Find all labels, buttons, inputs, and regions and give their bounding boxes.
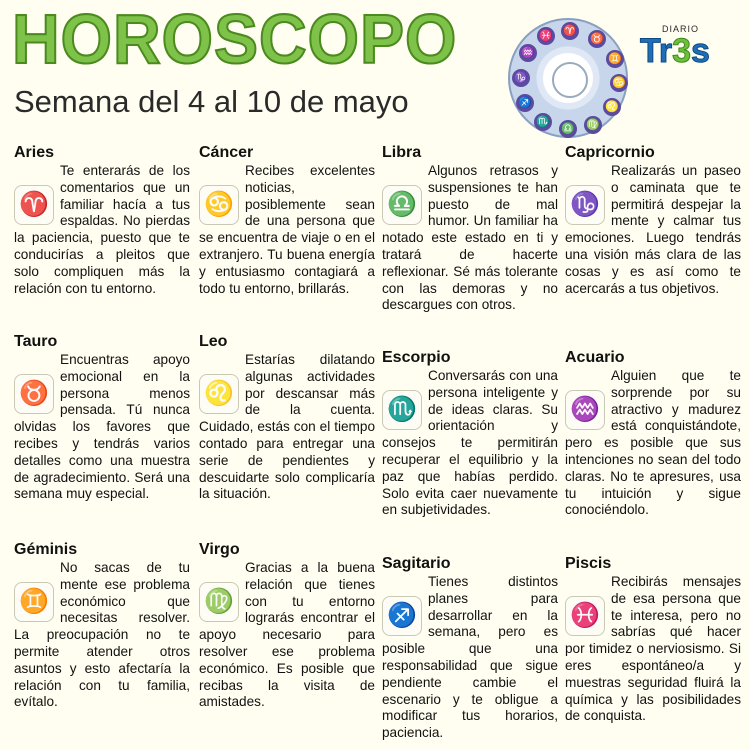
- sign-name: Escorpio: [382, 349, 451, 366]
- sign-tauro: [14, 332, 190, 503]
- sign-text: Recibes excelentes noticias, posiblemente sean de una persona que se encuentra de viaje o en el extranjero. Tu buena energía y entusiasmo contagiará a todo tu entorno, brillarás.: [199, 163, 375, 296]
- sign-text: Encuentras apoyo emocional en la persona menos pensada. Tú nunca olvidas los favores que recibes y tendrás varios detalles como una muestra de agradecimiento. Será una semana muy especial.: [14, 352, 190, 502]
- sign-cancer: [199, 143, 375, 297]
- sign-text: Gracias a la buena relación que tienes con tu entorno lograrás encontrar el apoyo necesario para resolver ese problema económico. Es posible que recibas la visita de amistades.: [199, 560, 375, 710]
- sign-name: Libra: [382, 144, 422, 161]
- goat-icon: ♑: [565, 185, 605, 225]
- sign-text: Estarías dilatando algunas actividades por descansar más de la cuenta. Cuidado, estás con el tiempo contado para entregar una serie de pendientes y descuidarte solo complicaría la situación.: [199, 352, 375, 502]
- scorpion-icon: ♏: [382, 390, 422, 430]
- sign-name: Leo: [199, 333, 228, 350]
- sign-text: No sacas de tu mente ese problema económico que necesitas resolver. La preocupación no te permite atender otros asuntos y esto afectaría la relación con tu familia, evítalo.: [14, 560, 190, 710]
- sign-text: Alguien que te sorprende por su atractivo y madurez está conquistándote, pero es posible que sus intenciones no sean del todo claras. No te apresures, usa tu intuición y sigue conociéndolo.: [565, 368, 741, 518]
- crab-icon: ♋: [199, 185, 239, 225]
- sign-piscis: [565, 554, 741, 725]
- archer-icon: ♐: [382, 596, 422, 636]
- sign-aries: [14, 143, 190, 297]
- sign-text: Tienes distintos planes para desarrollar en la semana, pero es posible que una responsabilidad que sigue pendiente cambie el escenario y te obligue a modificar tus horarios, paciencia.: [382, 574, 558, 741]
- sign-text: Recibirás mensajes de esa persona que te interesa, pero no sabrías qué hacer por timidez o nerviosismo. Si eres espontáneo/a y muestras seguridad fluirá la química y las posibilidades de conquista.: [565, 574, 741, 724]
- sign-geminis: [14, 540, 190, 711]
- sign-text: Te enterarás de los comentarios que un familiar hacía a tus espaldas. No pierdas la paciencia, puesto que te conducirías a pleitos que solo compliquen más la relación con tu entorno.: [14, 163, 190, 296]
- maiden-icon: ♍: [199, 582, 239, 622]
- ram-icon: ♈: [14, 185, 54, 225]
- sign-name: Géminis: [14, 541, 78, 558]
- sign-name: Cáncer: [199, 144, 254, 161]
- sign-libra: [382, 143, 558, 314]
- sign-text: Realizarás un paseo o caminata que te permitirá despejar la mente y calmar tus emociones. Luego tendrás una visión más clara de las cosas y es así como te acercarás a tus objetivos.: [565, 163, 741, 296]
- sign-capricornio: [565, 143, 741, 297]
- sign-name: Aries: [14, 144, 55, 161]
- zodiac-wheel-icon: ♈ ♉ ♊ ♋ ♌ ♍ ♎ ♏ ♐ ♑ ♒ ♓: [508, 18, 628, 138]
- sign-name: Capricornio: [565, 144, 655, 161]
- sign-name: Tauro: [14, 333, 58, 350]
- sign-name: Piscis: [565, 555, 612, 572]
- sign-text: Conversarás con una persona inteligente y de ideas claras. Su orientación y consejos te permitirán recuperar el equilibrio y la paz que habías perdido. Solo evita caer nuevamente en subjetividades.: [382, 368, 558, 518]
- water-bearer-icon: ♒: [565, 390, 605, 430]
- sign-name: Sagitario: [382, 555, 451, 572]
- scales-icon: ♎: [382, 185, 422, 225]
- sign-name: Virgo: [199, 541, 240, 558]
- twins-icon: ♊: [14, 582, 54, 622]
- sign-acuario: [565, 348, 741, 519]
- fish-icon: ♓: [565, 596, 605, 636]
- bull-icon: ♉: [14, 374, 54, 414]
- sign-text: Algunos retrasos y suspensiones te han puesto de mal humor. Un familiar ha notado este estado en ti y tratará de hacerte reflexionar. Sé más tolerante con las demoras y no descargues con otros.: [382, 163, 558, 313]
- diario-tr3s-logo: DIARIO Tr3s: [640, 24, 710, 70]
- page-subtitle: Semana del 4 al 10 de mayo: [14, 84, 409, 119]
- sign-escorpio: [382, 348, 558, 519]
- lion-icon: ♌: [199, 374, 239, 414]
- sign-virgo: [199, 540, 375, 711]
- page-title: HOROSCOPO: [12, 0, 458, 78]
- sign-name: Acuario: [565, 349, 625, 366]
- sign-leo: [199, 332, 375, 503]
- logo-small-text: DIARIO: [662, 24, 700, 34]
- sign-sagitario: [382, 554, 558, 742]
